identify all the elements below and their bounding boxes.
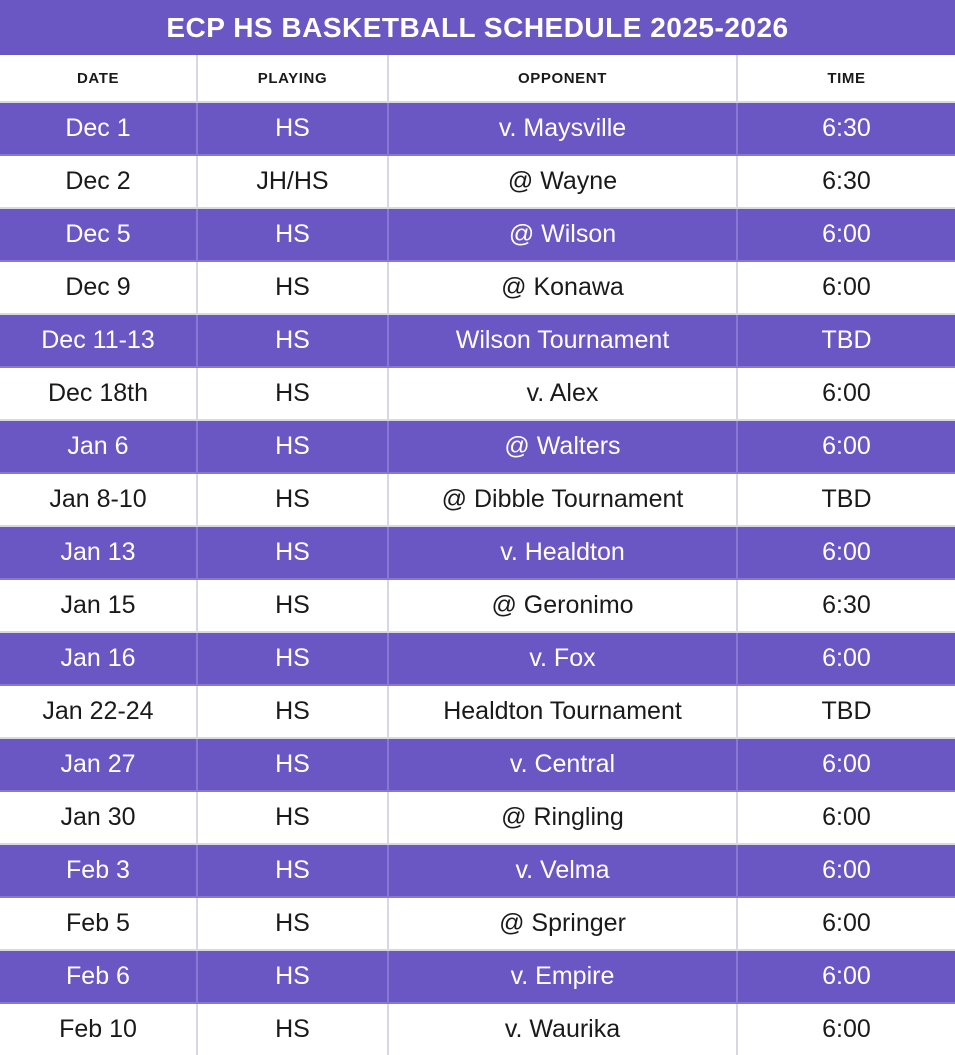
table-row bbox=[0, 367, 955, 420]
cell-time: 6:00 bbox=[737, 791, 955, 844]
column-header-time: TIME bbox=[737, 55, 955, 102]
table-row bbox=[0, 102, 955, 155]
table-row bbox=[0, 473, 955, 526]
cell-time: 6:00 bbox=[737, 844, 955, 897]
cell-date: Jan 15 bbox=[0, 579, 197, 632]
cell-time: 6:30 bbox=[737, 155, 955, 208]
cell-playing: JH/HS bbox=[197, 155, 388, 208]
cell-opponent: @ Geronimo bbox=[388, 579, 737, 632]
table-row bbox=[0, 261, 955, 314]
cell-playing: HS bbox=[197, 261, 388, 314]
cell-opponent: v. Velma bbox=[388, 844, 737, 897]
table-header-row bbox=[0, 55, 955, 102]
cell-time: 6:00 bbox=[737, 208, 955, 261]
cell-date: Dec 5 bbox=[0, 208, 197, 261]
table-body bbox=[0, 102, 955, 1055]
table-row bbox=[0, 579, 955, 632]
cell-opponent: v. Empire bbox=[388, 950, 737, 1003]
cell-playing: HS bbox=[197, 579, 388, 632]
cell-time: 6:00 bbox=[737, 420, 955, 473]
table-row bbox=[0, 420, 955, 473]
cell-playing: HS bbox=[197, 102, 388, 155]
table-row bbox=[0, 791, 955, 844]
cell-opponent: Healdton Tournament bbox=[388, 685, 737, 738]
table-row bbox=[0, 208, 955, 261]
cell-date: Jan 30 bbox=[0, 791, 197, 844]
cell-date: Dec 1 bbox=[0, 102, 197, 155]
cell-time: TBD bbox=[737, 473, 955, 526]
table-row bbox=[0, 738, 955, 791]
column-header-playing: PLAYING bbox=[197, 55, 388, 102]
cell-date: Feb 10 bbox=[0, 1003, 197, 1055]
table-row bbox=[0, 155, 955, 208]
table-row bbox=[0, 897, 955, 950]
cell-time: 6:00 bbox=[737, 897, 955, 950]
column-header-opponent: OPPONENT bbox=[388, 55, 737, 102]
column-header-date: DATE bbox=[0, 55, 197, 102]
cell-opponent: @ Wilson bbox=[388, 208, 737, 261]
cell-time: TBD bbox=[737, 685, 955, 738]
table-row bbox=[0, 685, 955, 738]
cell-opponent: v. Central bbox=[388, 738, 737, 791]
cell-playing: HS bbox=[197, 526, 388, 579]
cell-opponent: v. Alex bbox=[388, 367, 737, 420]
cell-time: 6:00 bbox=[737, 367, 955, 420]
cell-opponent: @ Springer bbox=[388, 897, 737, 950]
cell-time: 6:00 bbox=[737, 526, 955, 579]
cell-time: 6:00 bbox=[737, 738, 955, 791]
cell-date: Jan 22-24 bbox=[0, 685, 197, 738]
cell-date: Jan 16 bbox=[0, 632, 197, 685]
cell-opponent: @ Ringling bbox=[388, 791, 737, 844]
cell-time: 6:00 bbox=[737, 950, 955, 1003]
cell-date: Jan 8-10 bbox=[0, 473, 197, 526]
cell-opponent: @ Dibble Tournament bbox=[388, 473, 737, 526]
cell-time: 6:00 bbox=[737, 632, 955, 685]
cell-time: 6:30 bbox=[737, 102, 955, 155]
table-row bbox=[0, 314, 955, 367]
table-row bbox=[0, 844, 955, 897]
cell-playing: HS bbox=[197, 632, 388, 685]
cell-playing: HS bbox=[197, 473, 388, 526]
table-header bbox=[0, 55, 955, 102]
table-row bbox=[0, 632, 955, 685]
cell-date: Jan 6 bbox=[0, 420, 197, 473]
cell-playing: HS bbox=[197, 420, 388, 473]
page-title: ECP HS BASKETBALL SCHEDULE 2025-2026 bbox=[0, 0, 955, 55]
cell-opponent: v. Fox bbox=[388, 632, 737, 685]
cell-time: 6:00 bbox=[737, 261, 955, 314]
cell-playing: HS bbox=[197, 844, 388, 897]
cell-playing: HS bbox=[197, 791, 388, 844]
cell-opponent: v. Waurika bbox=[388, 1003, 737, 1055]
cell-date: Feb 6 bbox=[0, 950, 197, 1003]
cell-date: Jan 13 bbox=[0, 526, 197, 579]
cell-playing: HS bbox=[197, 738, 388, 791]
cell-playing: HS bbox=[197, 367, 388, 420]
cell-date: Dec 18th bbox=[0, 367, 197, 420]
cell-time: 6:00 bbox=[737, 1003, 955, 1055]
cell-date: Feb 3 bbox=[0, 844, 197, 897]
cell-date: Feb 5 bbox=[0, 897, 197, 950]
cell-opponent: @ Konawa bbox=[388, 261, 737, 314]
cell-time: TBD bbox=[737, 314, 955, 367]
cell-opponent: @ Wayne bbox=[388, 155, 737, 208]
cell-playing: HS bbox=[197, 1003, 388, 1055]
cell-playing: HS bbox=[197, 208, 388, 261]
cell-opponent: v. Maysville bbox=[388, 102, 737, 155]
cell-date: Dec 9 bbox=[0, 261, 197, 314]
cell-playing: HS bbox=[197, 897, 388, 950]
table-row bbox=[0, 950, 955, 1003]
table-row bbox=[0, 1003, 955, 1055]
cell-opponent: Wilson Tournament bbox=[388, 314, 737, 367]
cell-date: Jan 27 bbox=[0, 738, 197, 791]
cell-playing: HS bbox=[197, 950, 388, 1003]
table-row bbox=[0, 526, 955, 579]
cell-playing: HS bbox=[197, 314, 388, 367]
cell-opponent: v. Healdton bbox=[388, 526, 737, 579]
cell-opponent: @ Walters bbox=[388, 420, 737, 473]
cell-date: Dec 11-13 bbox=[0, 314, 197, 367]
cell-date: Dec 2 bbox=[0, 155, 197, 208]
cell-playing: HS bbox=[197, 685, 388, 738]
cell-time: 6:30 bbox=[737, 579, 955, 632]
